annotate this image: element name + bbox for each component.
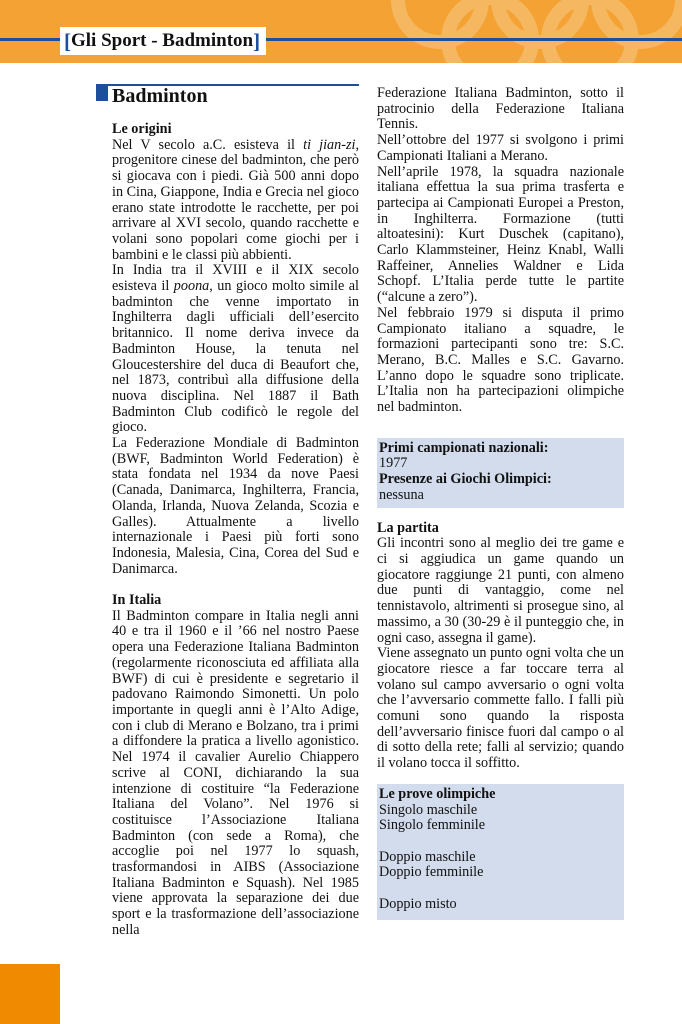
title-bracket-open: [ [64,28,71,53]
header-band [0,0,682,63]
info-label-campionati: Primi campionati nazionali: [379,439,549,456]
left-column [112,122,359,939]
partita-subheading: La partita [377,519,439,536]
olympic-event-item: Singolo maschile [379,801,478,818]
info-value-campionati: 1977 [379,455,408,472]
title-bracket-close: ] [253,28,261,53]
origini-subheading: Le origini [112,121,172,137]
italia-paragraph-1: Il Badminton compare in Italia negli anni 40 e tra il 1960 e il ’66 nel nostro Paese opera una Federazione Italiana Badminton (regolarmente riconosciuta ed affiliata alla BWF) di cui è presidente e segretario il padovano Raimondo Simonetti. Un polo importante in quegli anni è l’Alto Adige, con i club di Merano e Bolzano, tra i primi a diffondere la pratica a livello agonistico. Nel 1974 il cavalier Aurelio Chiappero scrive al CONI, dichiarando la sua intenzione di costituire “la Federazione Italiana del Volano”. Nel 1976 si costituisce l’Associazione Italiana Badminton (con sede a Roma), che accoglie poi nel 1977 lo squash, trasformandosi in AIBS (Associazione Italiana Badminton e Squash). Nel 1985 viene approvata la separazione dei due sport e la trasformazione dell’associazione nella [112,607,359,938]
info-box [377,438,624,508]
olympic-events-title: Le prove olimpiche [379,785,496,802]
info-value-olimpici: nessuna [379,486,424,503]
partita-paragraph-2: Viene assegnato un punto ogni volta che un giocatore riesce a far toccare terra al volano sul campo avversario o ogni volta che l’avversario commette fallo. I falli più comuni sono quando la risposta dell’avversario finisce fuori dal campo o al di sotto della rete; falli al servizio; quando il volano tocca il soffitto. [377,645,624,772]
olympic-event-item: Singolo femminile [379,817,486,834]
term-poona: poona [173,278,210,295]
origini-paragraph-2: In India tra il XVIII e il XIX secolo esisteva il poona, un gioco molto simile al badminton che venne importato in Inghilterra dagli ufficiali dell’esercito britannico. Il nome deriva invece da Badminton House, la tenuta nel Gloucestershire del duca di Beaufort che, nel 1873, contribuì alla diffusione della nuova disciplina. Nel 1887 il Bath Badminton Club codificò le regole del gioco. [112,262,359,436]
olympic-event-item: Doppio maschile [379,848,476,865]
section-heading [96,84,359,108]
olympic-event-item: Doppio femminile [379,864,484,881]
olympic-events-box [377,784,624,921]
olympic-event-item: Doppio misto [379,895,457,912]
origini-paragraph-1: Nel V secolo a.C. esisteva il ti jian-zi, progenitore cinese del badminton, che però si giocava con i piedi. Già 500 anni dopo in Cina, Giappone, India e Grecia nel gioco erano state introdotte le racchette, per poi arrivare al XVI secolo, quando racchette e volani sono popolari come giochi per i bambini e le classi più abbienti. [112,136,360,263]
corner-orange-block [0,964,60,1024]
right-column [377,86,624,920]
right-paragraph-1: Federazione Italiana Badminton, sotto il patrocinio della Federazione Italiana Tennis. [377,85,624,133]
term-ti-jian-zi: ti jian-zi [303,136,356,153]
italia-subheading: In Italia [112,592,162,609]
section-title: Badminton [112,85,208,107]
title-text: Gli Sport - Badminton [71,30,254,51]
section-marker-square [96,86,108,101]
info-label-olimpici: Presenze ai Giochi Olimpici: [379,471,552,488]
origini-paragraph-3: La Federazione Mondiale di Badminton (BWF, Badminton World Federation) è stata fondata nel 1934 da nove Paesi (Canada, Danimarca, Inghilterra, Francia, Olanda, Irlanda, Nuova Zelanda, Scozia e Galles). Attualmente a livello internazionale i Paesi più forti sono Indonesia, Malesia, Cina, Corea del Sud e Danimarca. [112,435,359,577]
right-paragraph-4: Nel febbraio 1979 si disputa il primo Campionato italiano a squadre, le formazioni partecipanti sono tre: S.C. Merano, B.C. Malles e S.C. Gavarno. L’anno dopo le squadre sono triplicate. L’Italia non ha partecipazioni olimpiche nel badminton. [377,304,624,416]
partita-paragraph-1: Gli incontri sono al meglio dei tre game e ci si aggiudica un game quando un giocatore raggiunge 21 punti, con almeno due punti di vantaggio, come nel tennistavolo, altrimenti si prosegue sino, al massimo, a 30 (30-29 è il punteggio che, in ogni caso, assegna il game). [377,535,624,646]
right-paragraph-3: Nell’aprile 1978, la squadra nazionale italiana effettua la sua prima trasferta e partecipa ai Campionati Europei a Preston, in Inghilterra. Formazione (tutti altoatesini): Kurt Duschek (capitano), Carlo Klammsteiner, Heinz Knabl, Walli Raffeiner, Annelies Waldner e Lida Schopf. L’Italia perde tutte le partite (“alcune a zero”). [377,163,624,306]
page-title [60,27,266,55]
right-paragraph-2: Nell’ottobre del 1977 si svolgono i primi Campionati Italiani a Merano. [377,132,624,164]
olympic-rings-decoration [380,0,682,63]
